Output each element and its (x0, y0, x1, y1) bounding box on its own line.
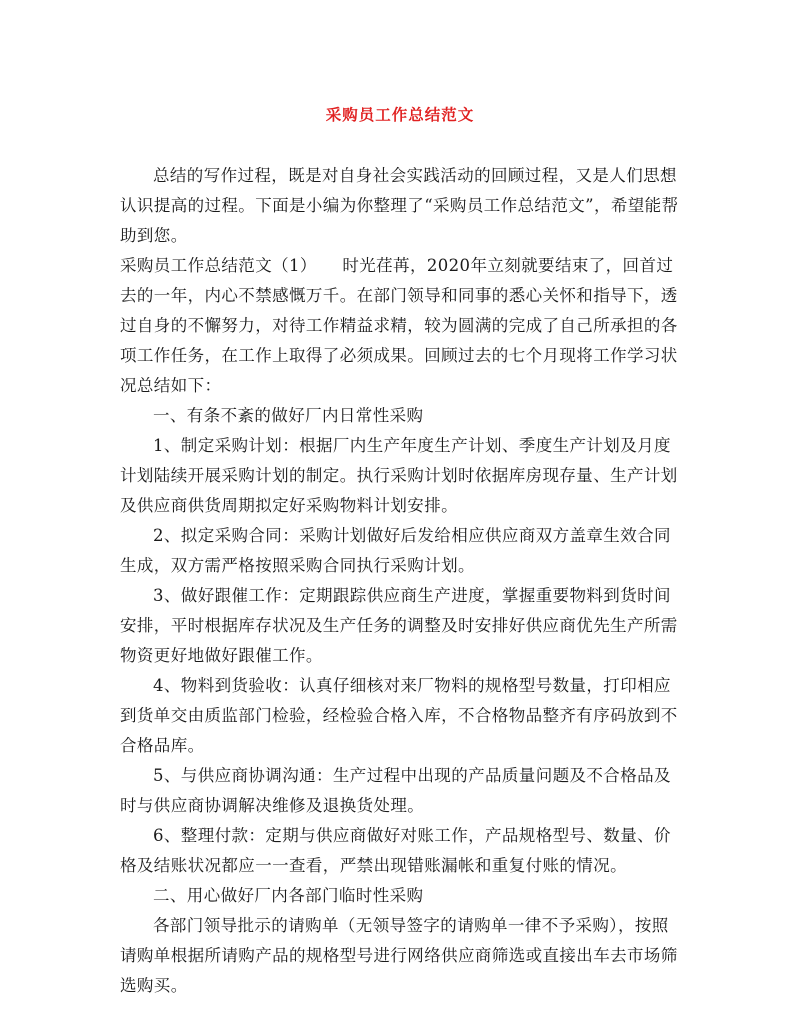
document-title: 采购员工作总结范文 (325, 106, 475, 124)
list-item-1: 1、制定采购计划：根据厂内生产年度生产计划、季度生产计划及月度计划陆续开展采购计划的制定。执行采购计划时依据库房现存量、生产计划及供应商供货周期拟定好采购物料计划安排。 (120, 436, 678, 515)
document-body (120, 161, 680, 1001)
list-item-6: 6、整理付款：定期与供应商做好对账工作，产品规格型号、数量、价格及结账状况都应一一查看，严禁出现错账漏帐和重复付账的情况。 (120, 826, 671, 875)
section-heading-2: 二、用心做好厂内各部门临时性采购 (153, 886, 424, 905)
body-paragraph-1: 采购员工作总结范文（1） 时光荏苒，2020年立刻就要结束了，回首过去的一年，内心不禁感慨万千。在部门领导和同事的悉心关怀和指导下，透过自身的不懈努力，对待工作精益求精，较为圆满的完成了自己所承担的各项工作任务，在工作上取得了必须成果。回顾过去的七个月现将工作学习状况总结如下： (120, 256, 678, 395)
body-paragraph-last: 各部门领导批示的请购单（无领导签字的请购单一律不予采购），按照请购单根据所请购产品的规格型号进行网络供应商筛选或直接出车去市场筛选购买。 (120, 916, 678, 995)
list-item-2: 2、拟定采购合同：采购计划做好后发给相应供应商双方盖章生效合同生成，双方需严格按照采购合同执行采购计划。 (120, 526, 671, 575)
list-item-4: 4、物料到货验收：认真仔细核对来厂物料的规格型号数量，打印相应到货单交由质监部门检验，经检验合格入库，不合格物品整齐有序码放到不合格品库。 (120, 676, 678, 755)
section-heading-1: 一、有条不紊的做好厂内日常性采购 (153, 406, 424, 425)
list-item-3: 3、做好跟催工作：定期跟踪供应商生产进度，掌握重要物料到货时间安排，平时根据库存状况及生产任务的调整及时安排好供应商优先生产所需物资更好地做好跟催工作。 (120, 586, 678, 665)
list-item-5: 5、与供应商协调沟通：生产过程中出现的产品质量问题及不合格品及时与供应商协调解决维修及退换货处理。 (120, 766, 671, 815)
intro-paragraph: 总结的写作过程，既是对自身社会实践活动的回顾过程，又是人们思想认识提高的过程。下面是小编为你整理了“采购员工作总结范文”，希望能帮助到您。 (120, 166, 679, 245)
